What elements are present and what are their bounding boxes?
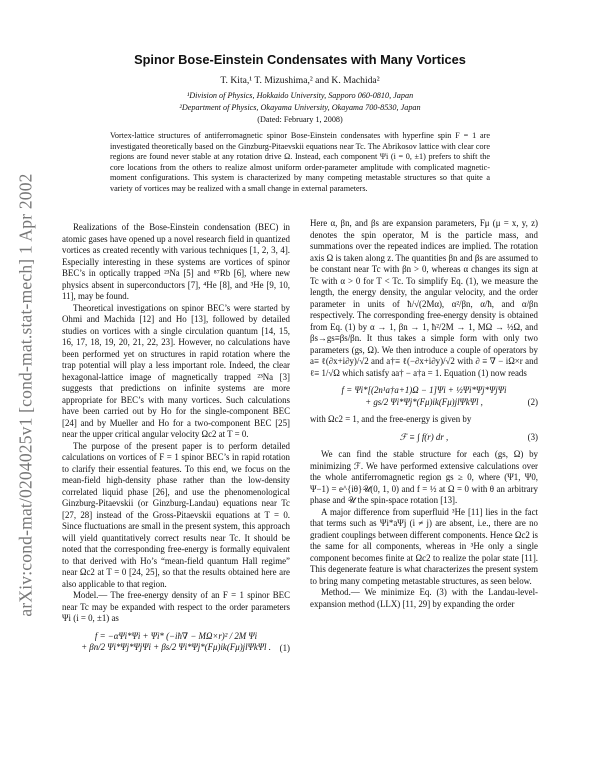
equation-1-number: (1): [279, 642, 290, 653]
arxiv-sidebar-stamp: [6, 110, 46, 680]
equation-3-body: ℱ ≡ ∫ f(r) dr ,: [399, 431, 449, 442]
affiliation-1: ¹Division of Physics, Hokkaido University, Sapporo 060-0810, Japan: [186, 91, 414, 100]
paragraph: Model.— The free-energy density of an F = 1 spinor BEC near Tc may be expanded with respect to the order parameters Ψi (i = 0, ±1) as: [62, 590, 290, 623]
equation-3: [310, 432, 538, 444]
paragraph: Here α, βn, and βs are expansion parameters, Fμ (μ = x, y, z) denotes the spin operator, M is the particle mass, and summations over the repeated indices are implied. The rotation axis Ω is taken along z. The quantities βn and βs are assumed to be constant near Tc with βn > 0, whereas α changes its sign at Tc with α > 0 for T < Tc. To simplify Eq. (1), we measure the length, the energy density, the angular velocity, and the order parameter in units of ħ/√(2Mα), α²/βn, α/ħ, and α/βn respectively. The corresponding free-energy density is obtained from Eq. (1) by α → 1, βn → 1, ħ²/2M → 1, MΩ → ½Ω, and βs→gs≡βs/βn. It thus takes a simple form with only two parameters (gs, Ω). We then introduce a couple of operators by a≡ ℓ(∂x+i∂y)/√2 and a†≡ ℓ(−∂x+i∂y)/√2 with ∂ ≡ ∇ − iΩ×r and ℓ≡ 1/√Ω which satisfy aa† − a†a = 1. Equation (1) now reads: [310, 218, 538, 378]
paragraph: Method.— We minimize Eq. (3) with the Landau-level-expansion method (LLX) [11, 29] by expanding the order: [310, 587, 538, 609]
paragraph: Theoretical investigations on spinor BEC’s were started by Ohmi and Machida [12] and Ho [13], followed by detailed studies on vortices with a single circulation quantum [14, 15, 16, 17, 18, 19, 20, 21, 22, 23]. However, no calculations have been performed yet on structures in rapid rotation where the trap potential will play a less important role. Indeed, the clear hexagonal-lattice image of magnetically trapped ²³Na [3] suggests that predictions on infinite systems are more appropriate for BEC’s with many vortices. Such calculations have been carried out by Ho for the single-component BEC [24] and by Mueller and Ho for a two-component BEC [25] near the upper critical angular velocity Ωc2 at T = 0.: [62, 302, 290, 439]
paragraph: A major difference from superfluid ³He [11] lies in the fact that terms such as Ψi*aΨj (i ≠ j) are absent, i.e., there are no gradient couplings between different components. Hence Ωc2 is the same for all components, whereas in ³He only a single component becomes finite at Ωc2 to realize the polar state [11]. This degenerate feature is what characterizes the present system to bring many competing metastable structures, as seen below.: [310, 506, 538, 586]
left-column: [62, 222, 290, 660]
abstract: Vortex-lattice structures of antiferromagnetic spinor Bose-Einstein condensates with hyperfine spin F = 1 are investigated theoretically based on the Ginzburg-Pitaevskii equations near Tc. The Abrikosov lattice with clear core regions are found never stable at any rotation drive Ω. Instead, each component Ψi (i = 0, ±1) prefers to shift the core locations from the others to realize almost uniform order-parameter amplitude with complicated magnetic-moment configurations. This system is characterized by many competing metastable structures so that quite a variety of vortices may be realized with a small change in external parameters.: [110, 131, 490, 193]
affiliation-2: ²Department of Physics, Okayama University, Okayama 700-8530, Japan: [179, 103, 421, 112]
equation-1: [62, 631, 290, 654]
authors: T. Kita,¹ T. Mizushima,² and K. Machida²: [220, 75, 380, 86]
paragraph: Realizations of the Bose-Einstein condensation (BEC) in atomic gases have opened up a novel research field in quantized vortices as created recently with various techniques [1, 2, 3, 4]. Especially interesting in these systems are vortices of spinor BEC’s in optically trapped ²³Na [5] and ⁸⁷Rb [6], where new physics absent in superconductors [7], ⁴He [8], and ³He [9, 10, 11], may be found.: [62, 222, 290, 301]
arxiv-id: arXiv:cond-mat/0204025v1 [cond-mat.stat-mech] 1 Apr 2002: [15, 173, 36, 617]
equation-2-line-1: f = Ψi*[(2n¹a†a+1)Ω − 1]Ψi + ½Ψi*Ψj*ΨjΨi: [341, 385, 507, 395]
right-column: [310, 218, 538, 610]
paragraph: The purpose of the present paper is to perform detailed calculations on vortices of F = 1 spinor BEC’s in rapid rotation to clarify their essential features. To this end, we focus on the mean-field high-density phase rather than the low-density correlated liquid phase [26], and use the phenomenological Ginzburg-Pitaevskii (or Ginzburg-Landau) equations near Tc [27, 28] instead of the Gross-Pitaevskii equations at T = 0. Since fluctuations are small in the present system, this approach will yield quantitatively correct results near Tc. It should be noted that the corresponding free-energy is formally equivalent to that derived with Ho’s “mean-field quantum Hall regime” near Ωc2 at T = 0 [24, 25], so that the results obtained here are also applicable to that region.: [62, 440, 290, 589]
equation-1-line-2: + βn/2 Ψi*Ψj*ΨjΨi + βs/2 Ψi*Ψj*(Fμ)ik(Fμ)jlΨkΨl .: [81, 642, 271, 652]
equation-2-line-2: + gs/2 Ψi*Ψj*(Fμ)ik(Fμ)jlΨkΨl ,: [365, 396, 483, 407]
paper-title: Spinor Bose-Einstein Condensates with Many Vortices: [134, 52, 466, 67]
paragraph: We can find the stable structure for each (gs, Ω) by minimizing ℱ. We have performed extensive calculations over the whole antiferromagnetic region gs ≥ 0, where (Ψ1, Ψ0, Ψ−1) = e^{iθ}𝒰(0, 1, 0) and f = ½ at Ω = 0 with θ an arbitrary phase and 𝒰 the spin-space rotation [13].: [310, 449, 538, 505]
equation-2-number: (2): [527, 397, 538, 407]
equation-2: [310, 385, 538, 408]
dated-line: (Dated: February 1, 2008): [257, 115, 343, 124]
equation-1-line-1: f = −αΨi*Ψi + Ψi* (−iħ∇ − MΩ×r)² / 2M Ψi: [94, 630, 258, 641]
equation-3-number: (3): [527, 431, 538, 442]
paragraph: with Ωc2 = 1, and the free-energy is given by: [310, 414, 472, 424]
